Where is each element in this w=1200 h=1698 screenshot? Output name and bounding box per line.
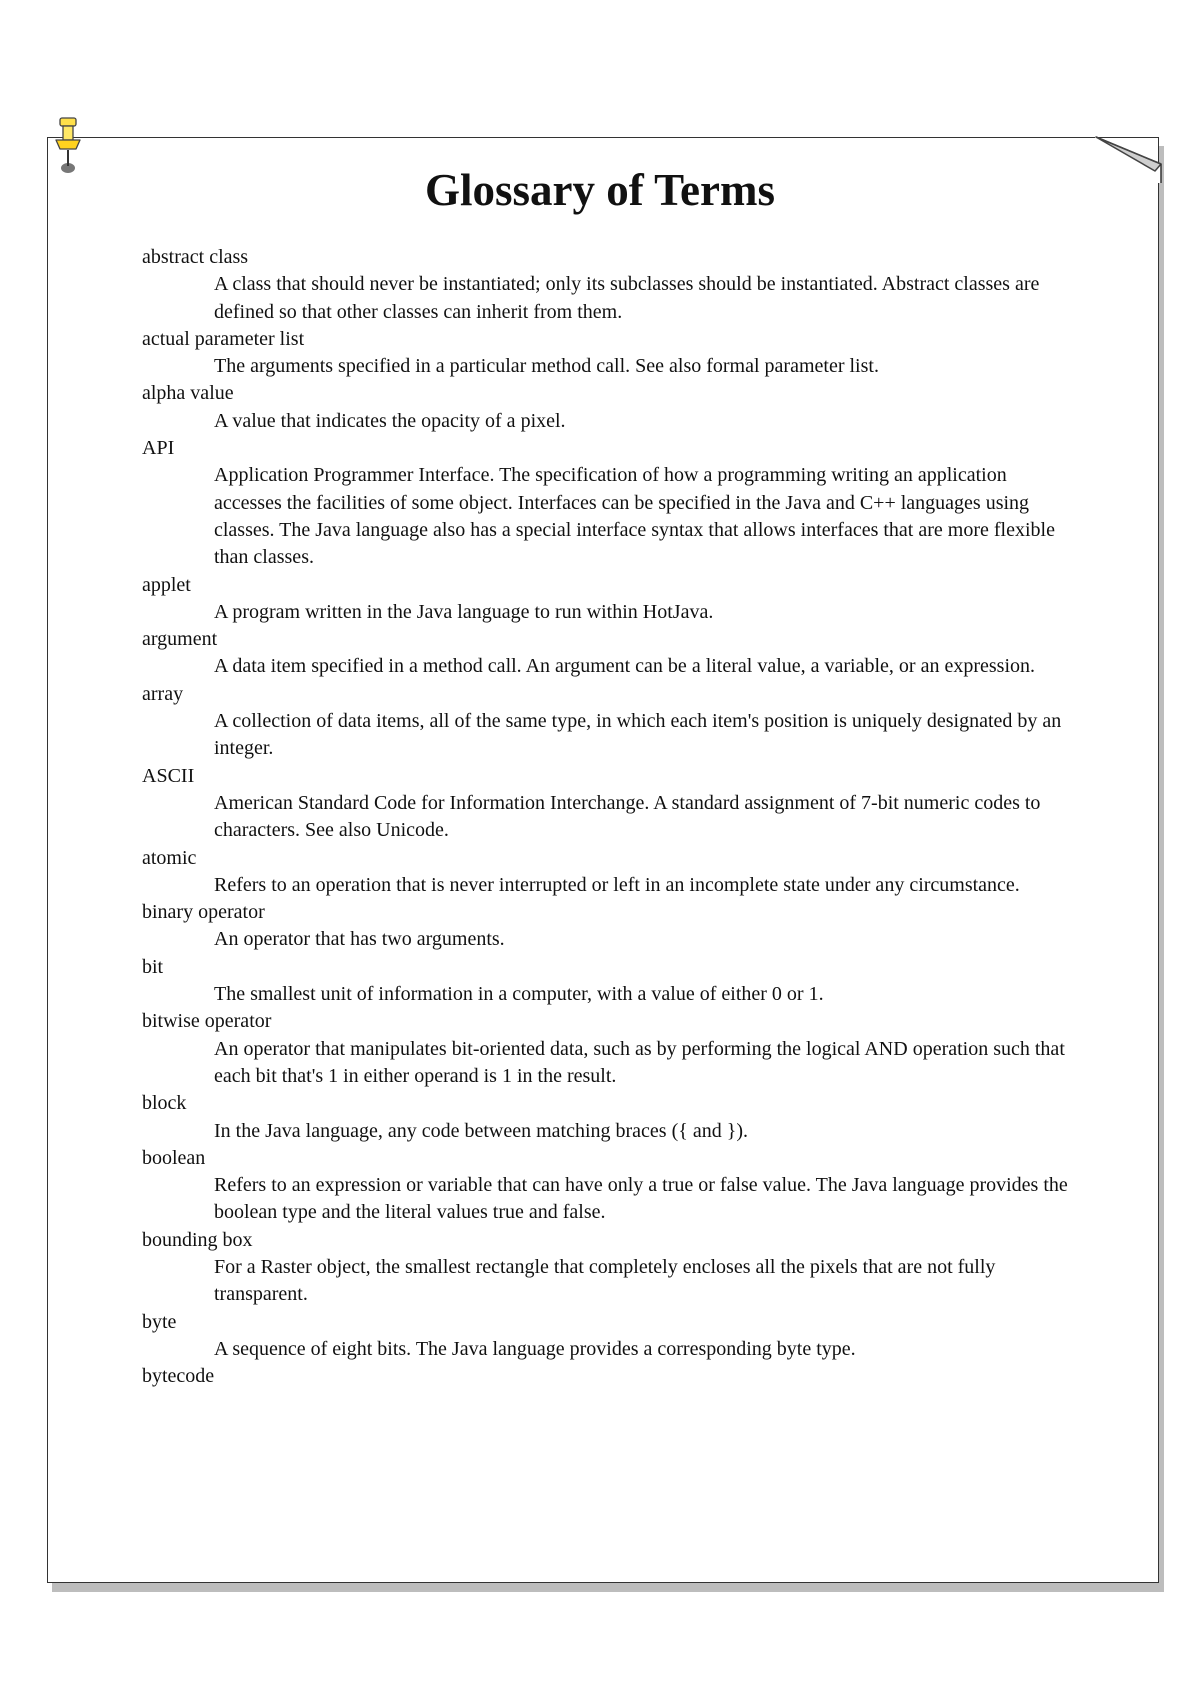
glossary-term: block	[142, 1092, 187, 1115]
glossary-term: binary operator	[142, 901, 265, 924]
glossary-term: argument	[142, 628, 218, 651]
glossary-definition: For a Raster object, the smallest rectangle that completely encloses all the pixels that are not fully transparent.	[214, 1255, 996, 1306]
page-title: Glossary of Terms	[424, 165, 775, 215]
glossary-term: byte	[142, 1310, 177, 1333]
glossary-definition: American Standard Code for Information Interchange. A standard assignment of 7-bit numeric codes to characters. See also Unicode.	[214, 791, 1041, 842]
glossary-term: array	[142, 682, 184, 705]
glossary-term: bit	[142, 955, 164, 978]
glossary-definition: In the Java language, any code between matching braces ({ and }).	[214, 1119, 748, 1142]
glossary-definition: The smallest unit of information in a computer, with a value of either 0 or 1.	[214, 983, 824, 1006]
glossary-definition: A data item specified in a method call. An argument can be a literal value, a variable, or an expression.	[214, 655, 1035, 678]
glossary-definition: A value that indicates the opacity of a pixel.	[214, 409, 566, 432]
glossary-definition: Refers to an expression or variable that can have only a true or false value. The Java language provides the boolean type and the literal values true and false.	[214, 1174, 1068, 1224]
glossary-term: API	[142, 437, 175, 460]
glossary-definition: Refers to an operation that is never interrupted or left in an incomplete state under any circumstance.	[214, 873, 1020, 896]
glossary-definition: A sequence of eight bits. The Java language provides a corresponding byte type.	[214, 1337, 856, 1360]
glossary-term: abstract class	[142, 246, 249, 268]
glossary-term: ASCII	[142, 764, 195, 787]
glossary-definition: The arguments specified in a particular method call. See also formal parameter list.	[214, 355, 879, 378]
glossary-list	[142, 244, 1072, 1390]
glossary-term: bounding box	[142, 1228, 253, 1251]
glossary-definition: A class that should never be instantiated; only its subclasses should be instantiated. Abstract classes are defined so that other classes can inherit from them.	[214, 273, 1040, 323]
glossary-term: boolean	[142, 1146, 206, 1169]
glossary-term: alpha value	[142, 382, 234, 405]
glossary-definition: An operator that manipulates bit-oriented data, such as by performing the logical AND operation such that each bit that's 1 in either operand is 1 in the result.	[214, 1037, 1065, 1087]
glossary-term: bytecode	[142, 1365, 215, 1388]
glossary-definition: A program written in the Java language to run within HotJava.	[214, 600, 714, 623]
glossary-term: actual parameter list	[142, 327, 305, 350]
glossary-term: bitwise operator	[142, 1010, 272, 1033]
glossary-definition: An operator that has two arguments.	[214, 928, 505, 951]
glossary-term: atomic	[142, 846, 197, 869]
glossary-term: applet	[142, 573, 191, 596]
glossary-definition: Application Programmer Interface. The specification of how a programming writing an application accesses the facilities of some object. Interfaces can be specified in the Java and C++ languages using classes. The Java language also has a special interface syntax that allows interfaces that are more flexible than classes.	[214, 464, 1055, 569]
glossary-definition: A collection of data items, all of the same type, in which each item's position is uniquely designated by an integer.	[214, 710, 1062, 760]
